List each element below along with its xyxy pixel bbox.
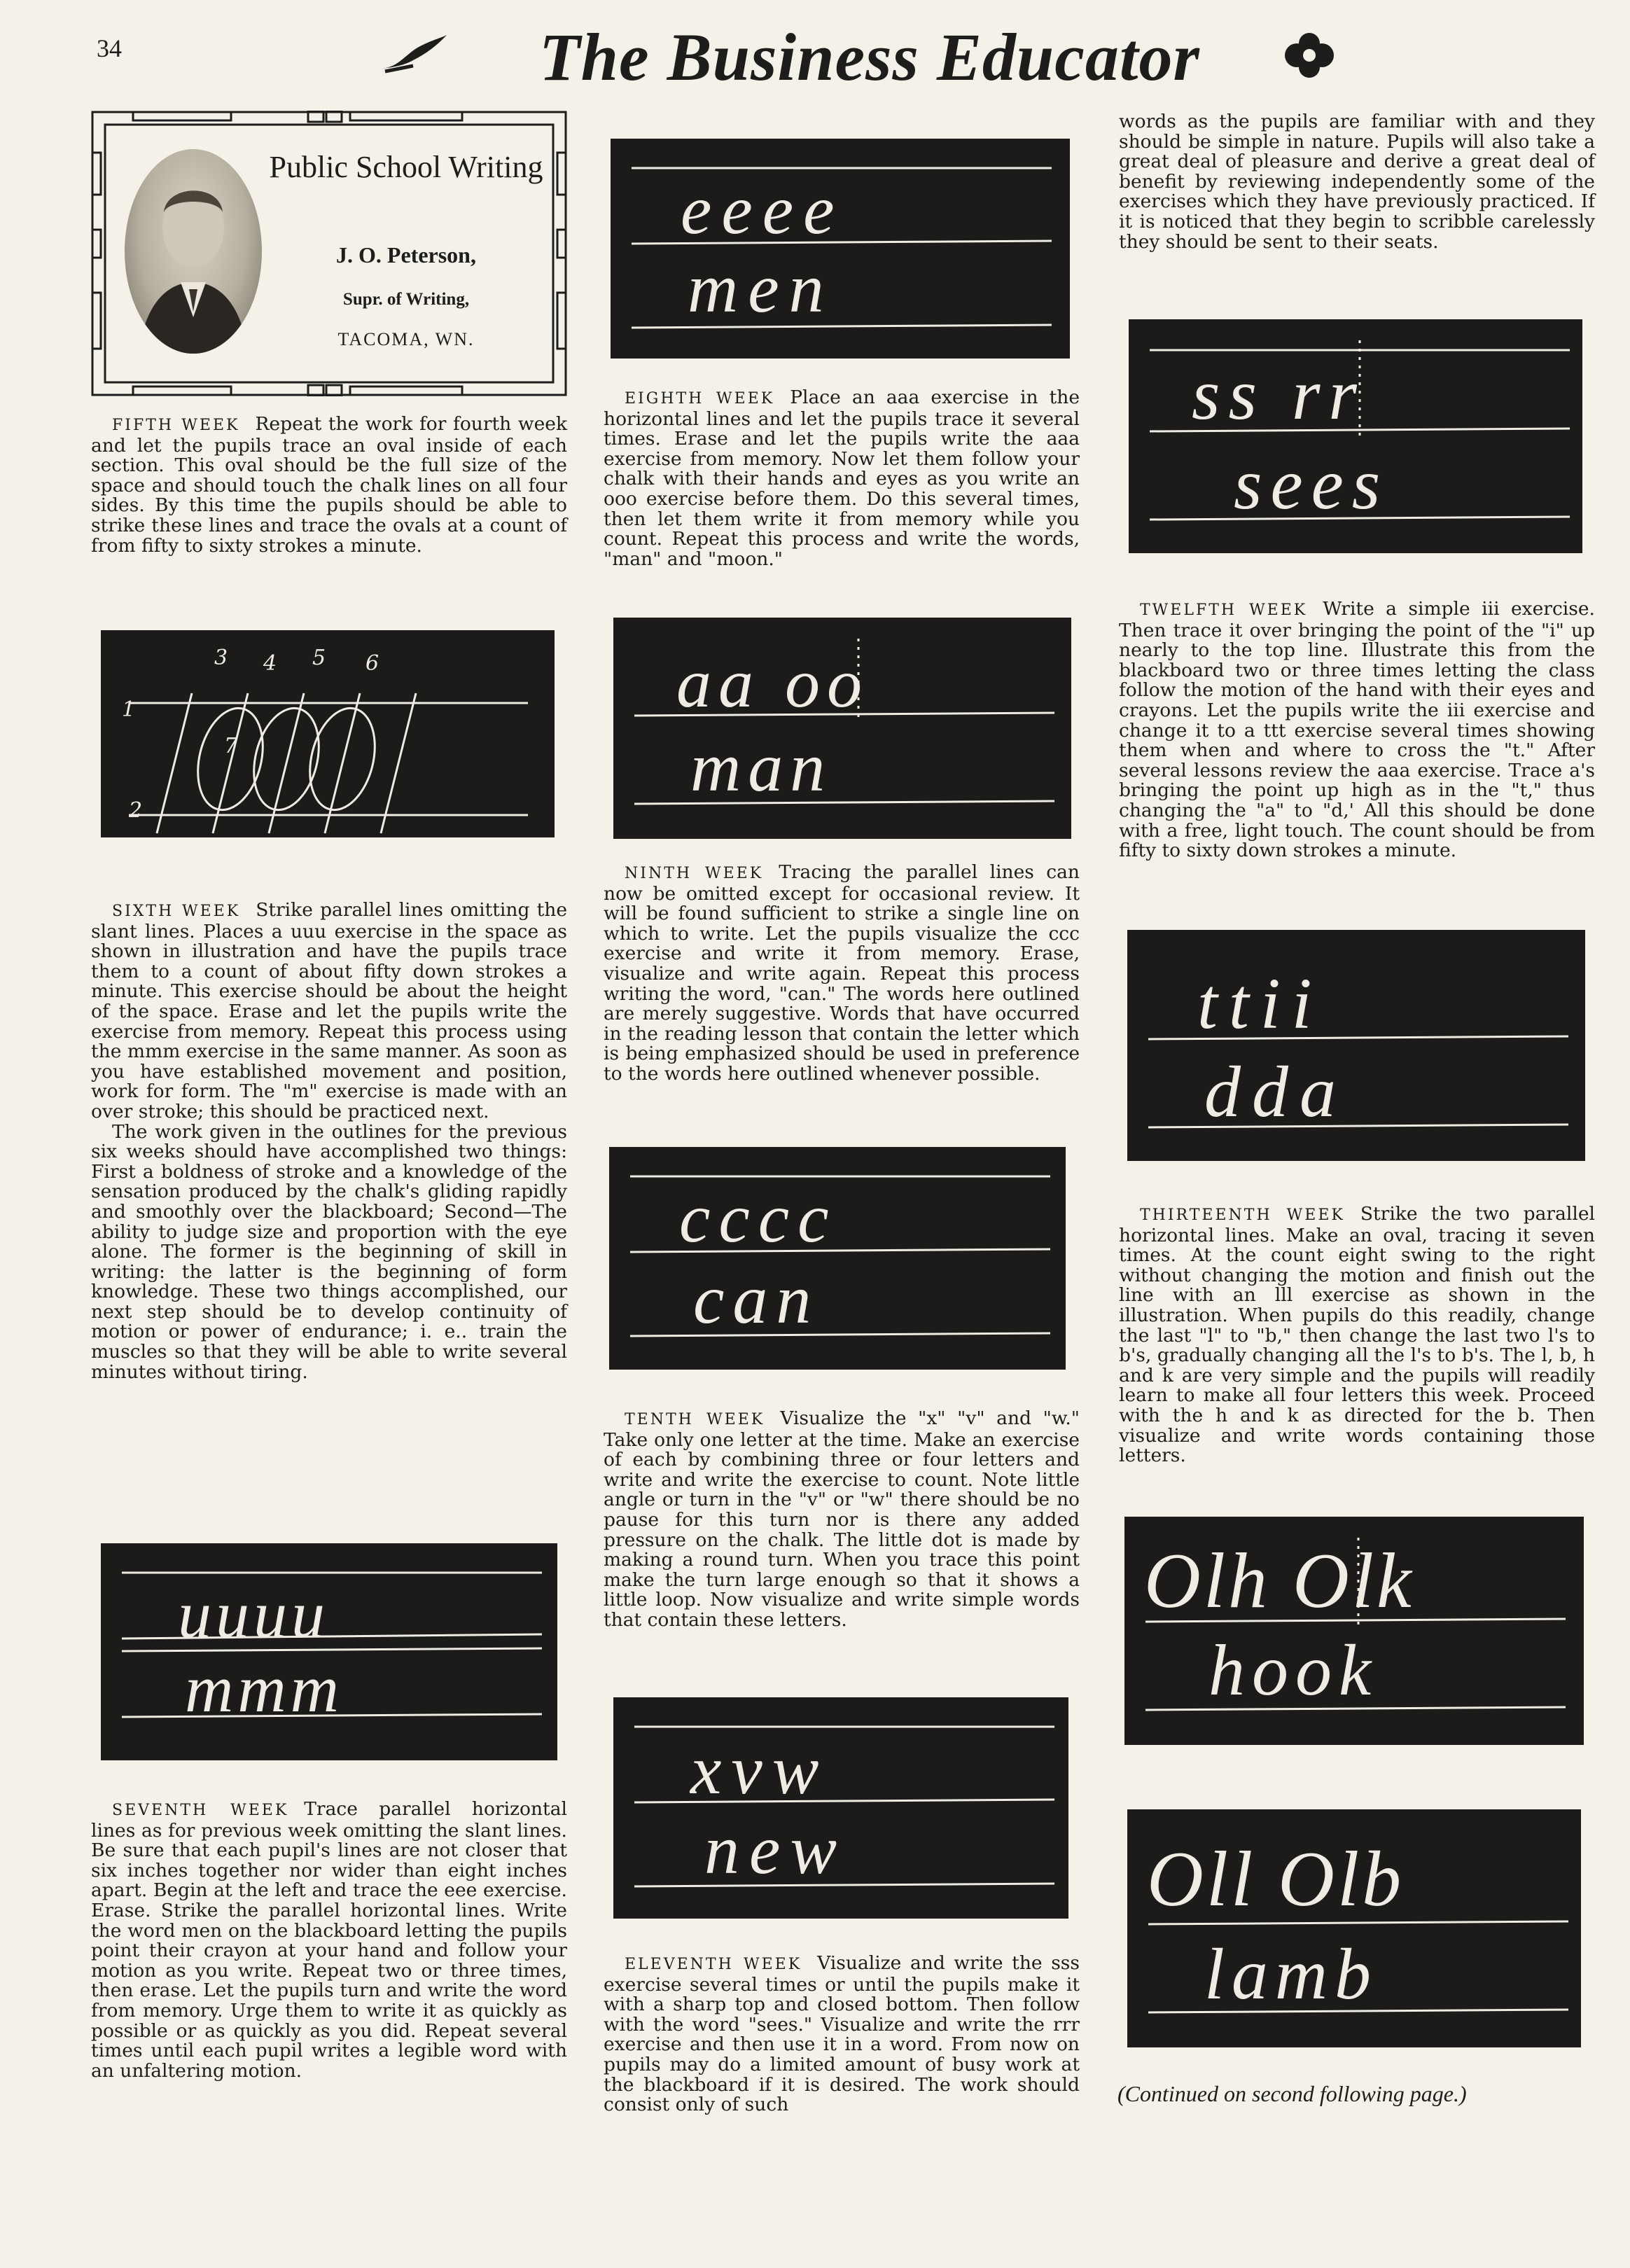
board-line1: Oll Olb: [1147, 1836, 1405, 1923]
blackboard-eee-men: [611, 139, 1070, 359]
section-label: ELEVENTH WEEK: [625, 1956, 802, 1973]
section-text: words as the pupils are familiar with and they should be simple in nature. Pupils will also take a great deal of pleasure and derive a great deal of benefit by reviewing independently some of the exercises which they have previously practiced. If it is noticed that they begin to scribble carelessly they should be sent to their seats.: [1119, 111, 1595, 253]
board-line1: Olh Olk: [1144, 1538, 1414, 1625]
blackboard-uuu-mmm: [101, 1543, 557, 1760]
section-text: Visualize and write the sss exercise several times or until the pupils make it with a sharp top and closed bottom. Then follow with the word "sees." Visualize and write the rrr exercise and then use it in a word. From now on pupils may do a limited amount of busy work at the blackboard if it is desired. The work should consist only of such: [604, 1952, 1080, 2116]
quill-icon: [378, 32, 448, 74]
header-box: [91, 111, 567, 396]
section-text: Repeat the work for fourth week and let the pupils trace an oval inside of each section. This oval should be the full size of the space and should touch the chalk lines on all four sides. By this time the pupils should be able to strike these lines and trace the ovals at a count of from fifty to sixty strokes a minute.: [91, 413, 568, 557]
board-line2: can: [693, 1260, 820, 1338]
section-label: SIXTH WEEK: [112, 903, 241, 920]
emblem-icon: [1281, 31, 1337, 80]
board-number: 1: [122, 697, 136, 722]
blackboard-oval-exercise: [101, 630, 555, 837]
continued-note: (Continued on second following page.): [1117, 2081, 1467, 2106]
eighth-week-section: [604, 388, 1080, 569]
section-text: Tracing the parallel lines can now be omitted except for occasional review. It will be found sufficient to strike a single line on which to write. Let the pupils visualize the ccc exercise and write it from memory. Erase, visualize and write again. Repeat this process writing the word, "can." The words here outlined are merely suggestive. Words that have occurred in the reading lesson that contain the letter which is being emphasized should be used in preference to the words here outlined whenever possible.: [604, 861, 1080, 1085]
author-position: Supr. of Writing,: [342, 290, 470, 309]
blackboard-sss-rrr-sees: [1129, 319, 1582, 553]
section-text: Trace parallel horizontal lines as for previous week omitting the slant lines. Be sure that each pupil's lines are not closer that six inches together nor wider than eight inches apart. Begin at the left and trace the eee exercise. Erase. Strike the parallel horizontal lines. Write the word men on the blackboard letting the pupils point their crayon at your hand and follow your motion as you write. Repeat two or three times, then erase. Let the pupils turn and write the word from memory. Urge them to write it as quickly as possible or as quickly as you did. Repeat several times until each pupil writes a legible word with an unfaltering motion.: [91, 1798, 567, 2082]
article-title: Public School Writing: [269, 150, 543, 184]
blackboard-xvw-new: [613, 1697, 1068, 1919]
thirteenth-week-section: [1119, 1204, 1595, 1466]
section-text-continued: The work given in the outlines for the previous six weeks should have accomplished two things: First a boldness of stroke and a knowledge of the sensation produced by the chalk's gliding rapidly and smoothly over the blackboard; Second—The ability to judge size and proportion with the eye alone. The former is the beginning of skill in writing: the latter is the beginning of form knowledge. These two things accomplished, our next step should be to develop continuity of motion or power of endurance; i. e.. train the muscles so that they will be able to write several minutes without tiring.: [91, 1120, 567, 1383]
section-label: SEVENTH WEEK: [112, 1802, 289, 1819]
fifth-week-section: [91, 415, 567, 556]
section-label: TWELFTH WEEK: [1140, 601, 1308, 619]
blackboard-ccc-can: [609, 1147, 1066, 1370]
board-number: 4: [263, 651, 277, 676]
page-number: 34: [97, 34, 122, 62]
board-line2: man: [690, 728, 833, 806]
author-portrait: [125, 149, 262, 354]
board-line2: new: [704, 1811, 847, 1888]
section-text: Strike parallel lines omitting the slant lines. Places a uuu exercise in the space as shown in illustration and have the pupils trace them to a count of about fifty down strokes a minute. This exercise should be about the height of the space. Erase and let the pupils write the exercise from memory. Repeat this process using the mmm exercise in the same manner. As soon as you have established movement and position, work for form. The "m" exercise is made with an over stroke; this should be practiced next.: [91, 899, 567, 1122]
section-label: TENTH WEEK: [625, 1411, 765, 1428]
board-line1: cccc: [679, 1179, 837, 1257]
board-number: 2: [129, 798, 143, 823]
board-line1: ttii: [1197, 963, 1323, 1044]
board-number: 6: [365, 651, 379, 676]
col3-top-section: [1119, 112, 1595, 252]
section-text: Visualize the "x" "v" and "w." Take only one letter at the time. Make an exercise of each by combining three or four letters and write and write the exercise to count. Note little angle or turn in the "v" or "w" there should be no pause for this turn nor is there any added pressure on the chalk. The little dot is made by making a round turn. When you trace this point make the turn large enough so that it shows a little loop. Now visualize and write simple words that contain these letters.: [604, 1407, 1080, 1631]
board-line1: ss rr: [1192, 354, 1365, 435]
masthead: [378, 13, 1358, 97]
twelfth-week-section: [1119, 599, 1595, 861]
section-text: Strike the two parallel horizontal lines. Make an oval, tracing it seven times. At the count eight swing to the right without changing the motion and finish out the line with an lll exercise as shown in the illustration. When pupils do this readily, change the last "l" to "b," then change the last two l's to b's, gradually changing all the l's to b's. The l, b, h and k are very simple and the pupils will readily learn to make all four letters this week. Proceed with the h and k as directed for the b. Then visualize and write words containing those letters.: [1119, 1203, 1596, 1467]
section-label: THIRTEENTH WEEK: [1140, 1206, 1345, 1224]
blackboard-ttt-iii-dda: [1127, 930, 1585, 1161]
board-line1: eeee: [681, 171, 844, 249]
section-label: NINTH WEEK: [625, 865, 764, 882]
section-label: FIFTH WEEK: [112, 417, 240, 434]
board-line1: xvw: [690, 1731, 829, 1809]
masthead-title: The Business Educator: [539, 20, 1200, 95]
board-number: 7: [224, 734, 238, 758]
board-line2: sees: [1234, 444, 1389, 524]
eleventh-week-section: [604, 1954, 1080, 2115]
board-line1: aa oo: [676, 644, 869, 722]
section-text: Write a simple iii exercise. Then trace it over bringing the point of the "i" up nearly to the top line. Illustrate this from the blackboard two or three times letting the class follow the motion of the hand with their eyes and crayons. Let the pupils write the iii exercise and change it to a ttt exercise several times showing them when and where to cross the "t." After several lessons review the aaa exercise. Trace a's bringing the point up high as in the "t," thus changing the "a" to "d,' All this should be done with a free, light touch. The count should be from fifty to sixty down strokes a minute.: [1119, 598, 1595, 862]
board-line1: uuuu: [178, 1577, 329, 1652]
blackboard-olh-olk-hook: [1124, 1517, 1584, 1745]
board-line2: lamb: [1204, 1934, 1378, 2015]
tenth-week-section: [604, 1409, 1080, 1631]
board-line2: men: [688, 249, 834, 327]
blackboard-aaa-ooo-man: [613, 618, 1071, 839]
board-line2: hook: [1208, 1630, 1379, 1711]
board-number: 3: [214, 646, 228, 670]
blackboard-oll-olb-lamb: [1127, 1809, 1581, 2047]
seventh-week-section: [91, 1800, 567, 2081]
board-line2: mmm: [185, 1651, 343, 1726]
ninth-week-section: [604, 863, 1080, 1085]
section-label: EIGHTH WEEK: [625, 390, 775, 408]
author-name: J. O. Peterson,: [336, 242, 476, 267]
board-number: 5: [312, 646, 326, 670]
author-location: TACOMA, WN.: [337, 329, 475, 349]
sixth-week-section: [91, 900, 567, 1382]
section-text: Place an aaa exercise in the horizontal lines and let the pupils trace it several times. Erase and let the pupils write the aaa exercise from memory. Now let them follow your chalk with their hands and eyes as you write an ooo exercise before them. Do this several times, then let them write it from memory while you count. Repeat this process and write the words, "man" and "moon.": [604, 387, 1080, 570]
board-line2: dda: [1204, 1052, 1347, 1132]
